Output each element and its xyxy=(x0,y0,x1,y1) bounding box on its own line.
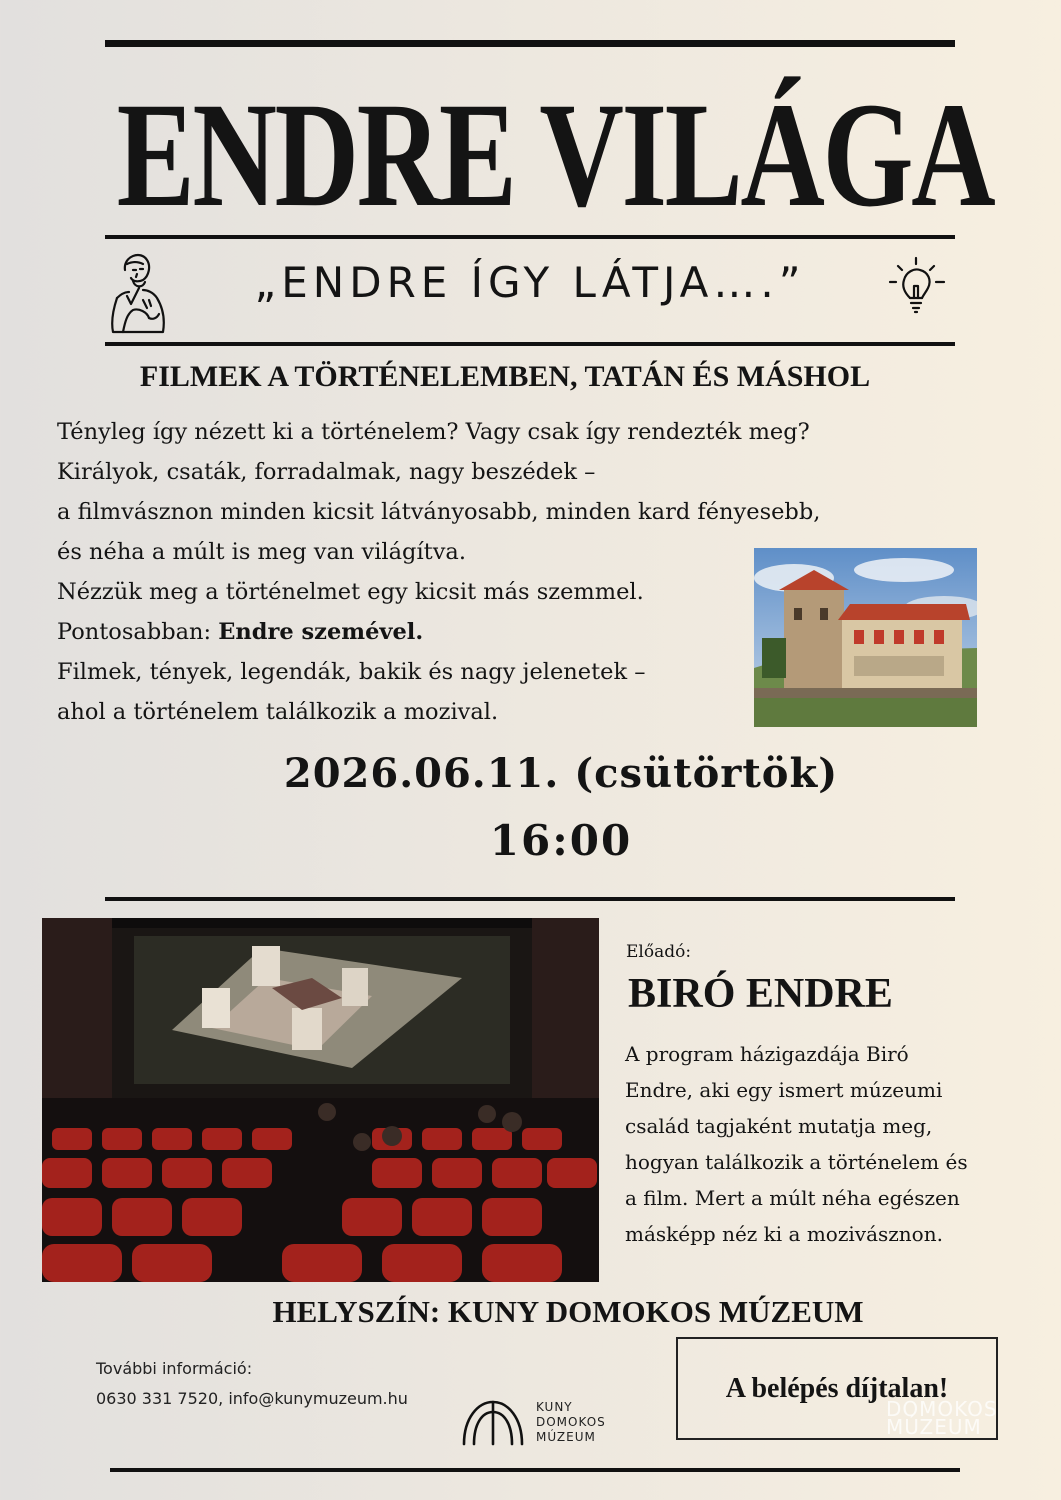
intro-line: Pontosabban: xyxy=(57,619,219,645)
museum-logo-text xyxy=(536,1400,606,1445)
bio-line: család tagjaként mutatja meg, xyxy=(625,1114,933,1138)
page-title: ENDRE VILÁGA xyxy=(116,72,994,238)
lightbulb-icon xyxy=(886,252,950,318)
intro-line: és néha a múlt is meg van világítva. xyxy=(57,539,466,565)
presenter-name: BIRÓ ENDRE xyxy=(628,971,893,1017)
logo-line: MÚZEUM xyxy=(536,1430,596,1444)
thinking-man-icon xyxy=(103,248,173,336)
bio-line: hogyan találkozik a történelem és xyxy=(625,1150,968,1174)
museum-arch-logo-icon xyxy=(460,1396,526,1446)
event-date: 2026.06.11. (csütörtök) xyxy=(283,750,839,797)
watermark-line: DOMOKOS xyxy=(886,1397,998,1421)
venue-heading: HELYSZÍN: KUNY DOMOKOS MÚZEUM xyxy=(272,1294,864,1329)
castle-photo xyxy=(754,548,977,727)
intro-line: a filmvásznon minden kicsit látványosabb, minden kard fényesebb, xyxy=(57,499,821,525)
top-rule xyxy=(105,40,955,47)
intro-line: Királyok, csaták, forradalmak, nagy beszédek – xyxy=(57,459,596,485)
contact-info xyxy=(96,1354,408,1414)
subtitle-quote: „ENDRE ÍGY LÁTJA….” xyxy=(254,258,806,307)
intro-line: Nézzük meg a történelmet egy kicsit más szemmel. xyxy=(57,579,644,605)
event-time: 16:00 xyxy=(489,816,633,865)
presenter-bio xyxy=(625,1036,1035,1252)
intro-line: ahol a történelem találkozik a mozival. xyxy=(57,699,499,725)
museum-watermark xyxy=(886,1397,998,1439)
bio-line: a film. Mert a múlt néha egészen xyxy=(625,1186,960,1210)
logo-line: KUNY xyxy=(536,1400,573,1414)
free-entry-text: A belépés díjtalan! xyxy=(725,1372,949,1404)
bottom-rule xyxy=(110,1468,960,1472)
bio-line: A program házigazdája Biró xyxy=(625,1042,909,1066)
intro-line: Tényleg így nézett ki a történelem? Vagy csak így rendezték meg? xyxy=(57,419,810,445)
logo-line: DOMOKOS xyxy=(536,1415,606,1429)
presenter-label: Előadó: xyxy=(626,942,692,962)
section-heading: FILMEK A TÖRTÉNELEMBEN, TATÁN ÉS MÁSHOL xyxy=(139,360,871,393)
intro-line: Filmek, tények, legendák, bakik és nagy jelenetek – xyxy=(57,659,646,685)
time-rule xyxy=(105,897,955,901)
cinema-photo xyxy=(42,918,599,1282)
bio-line: másképp néz ki a mozivásznon. xyxy=(625,1222,943,1246)
watermark-line: MÚZEUM xyxy=(886,1415,982,1439)
intro-bold-phrase: Endre szemével. xyxy=(218,619,424,645)
contact-label: További információ: xyxy=(96,1359,253,1378)
contact-details[interactable]: 0630 331 7520, info@kunymuzeum.hu xyxy=(96,1389,408,1408)
subtitle-rule xyxy=(105,342,955,346)
bio-line: Endre, aki egy ismert múzeumi xyxy=(625,1078,943,1102)
